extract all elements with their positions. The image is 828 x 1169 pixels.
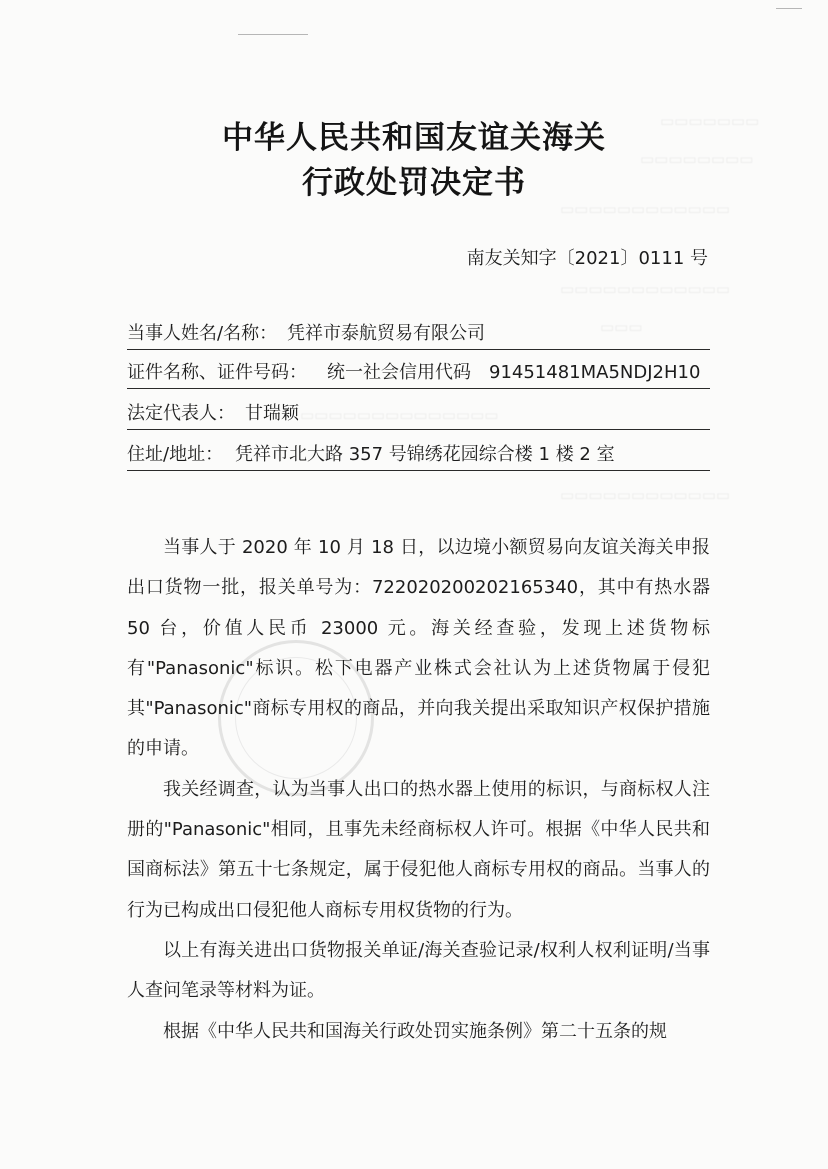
paragraph-findings: 我关经调查，认为当事人出口的热水器上使用的标识，与商标权人注册的"Panasonic"相同，且事先未经商标权人许可。根据《中华人民共和国商标法》第五十七条规定，属于侵犯他人商标专用权的商品。当事人的行为已构成出口侵犯他人商标专用权货物的行为。 <box>127 778 710 921</box>
party-name-label: 当事人姓名/名称： <box>127 323 278 344</box>
legal-rep-label: 法定代表人： <box>127 403 235 424</box>
decision-body <box>127 528 710 1052</box>
address-field <box>127 437 710 471</box>
address-label: 住址/地址： <box>127 444 224 465</box>
bleed-through-mark: ▭▭▭▭▭▭▭▭▭▭▭▭ <box>560 200 731 218</box>
document-title-line2: 行政处罚决定书 <box>302 165 526 201</box>
paragraph-facts: 当事人于 2020 年 10 月 18 日，以边境小额贸易向友谊关海关申报出口货物一批，报关单号为：722020200202165340，其中有热水器 50 台，价值人民币 23000 元。海关经查验，发现上述货物标有"Panasonic"标识。松下电器产业株式会社认为上述货物属于侵犯其"Panasonic"商标专用权的商品，并向我关提出采取知识产权保护措施的申请。 <box>127 537 710 760</box>
bleed-through-mark: ▭▭▭▭▭▭▭▭ <box>640 150 754 168</box>
document-title-line1: 中华人民共和国友谊关海关 <box>222 120 606 156</box>
scan-speck <box>776 8 802 9</box>
paragraph-evidence: 以上有海关进出口货物报关单证/海关查验记录/权利人权利证明/当事人查问笔录等材料为证。 <box>127 939 710 1002</box>
field-underline <box>127 429 710 430</box>
id-number-value: 统一社会信用代码 91451481MA5NDJ2H10 <box>327 362 701 383</box>
document-number: 南友关知字〔2021〕0111 号 <box>466 248 708 269</box>
paragraph-legal-basis: 根据《中华人民共和国海关行政处罚实施条例》第二十五条的规 <box>163 1020 667 1042</box>
bleed-through-mark: ▭▭▭▭▭▭▭▭▭▭▭▭▭▭ <box>300 406 499 424</box>
field-underline <box>127 388 710 389</box>
bleed-through-mark: ▭▭▭▭▭▭▭ <box>660 112 760 130</box>
scan-speck <box>238 34 308 35</box>
field-underline <box>127 470 710 471</box>
id-number-label: 证件名称、证件号码： <box>127 362 307 383</box>
field-underline <box>127 349 710 350</box>
bleed-through-mark: ▭▭▭ <box>600 318 643 336</box>
legal-rep-field <box>127 396 710 430</box>
bleed-through-mark: ▭▭▭▭▭▭▭▭▭▭▭▭ <box>560 280 731 298</box>
party-name-field <box>127 316 710 350</box>
id-number-field <box>127 355 710 389</box>
address-value: 凭祥市北大路 357 号锦绣花园综合楼 1 楼 2 室 <box>235 444 615 465</box>
bleed-through-mark: ▭▭▭▭▭▭▭▭▭▭▭▭ <box>560 486 731 504</box>
party-name-value: 凭祥市泰航贸易有限公司 <box>287 323 485 344</box>
legal-rep-value: 甘瑞颖 <box>245 403 299 424</box>
